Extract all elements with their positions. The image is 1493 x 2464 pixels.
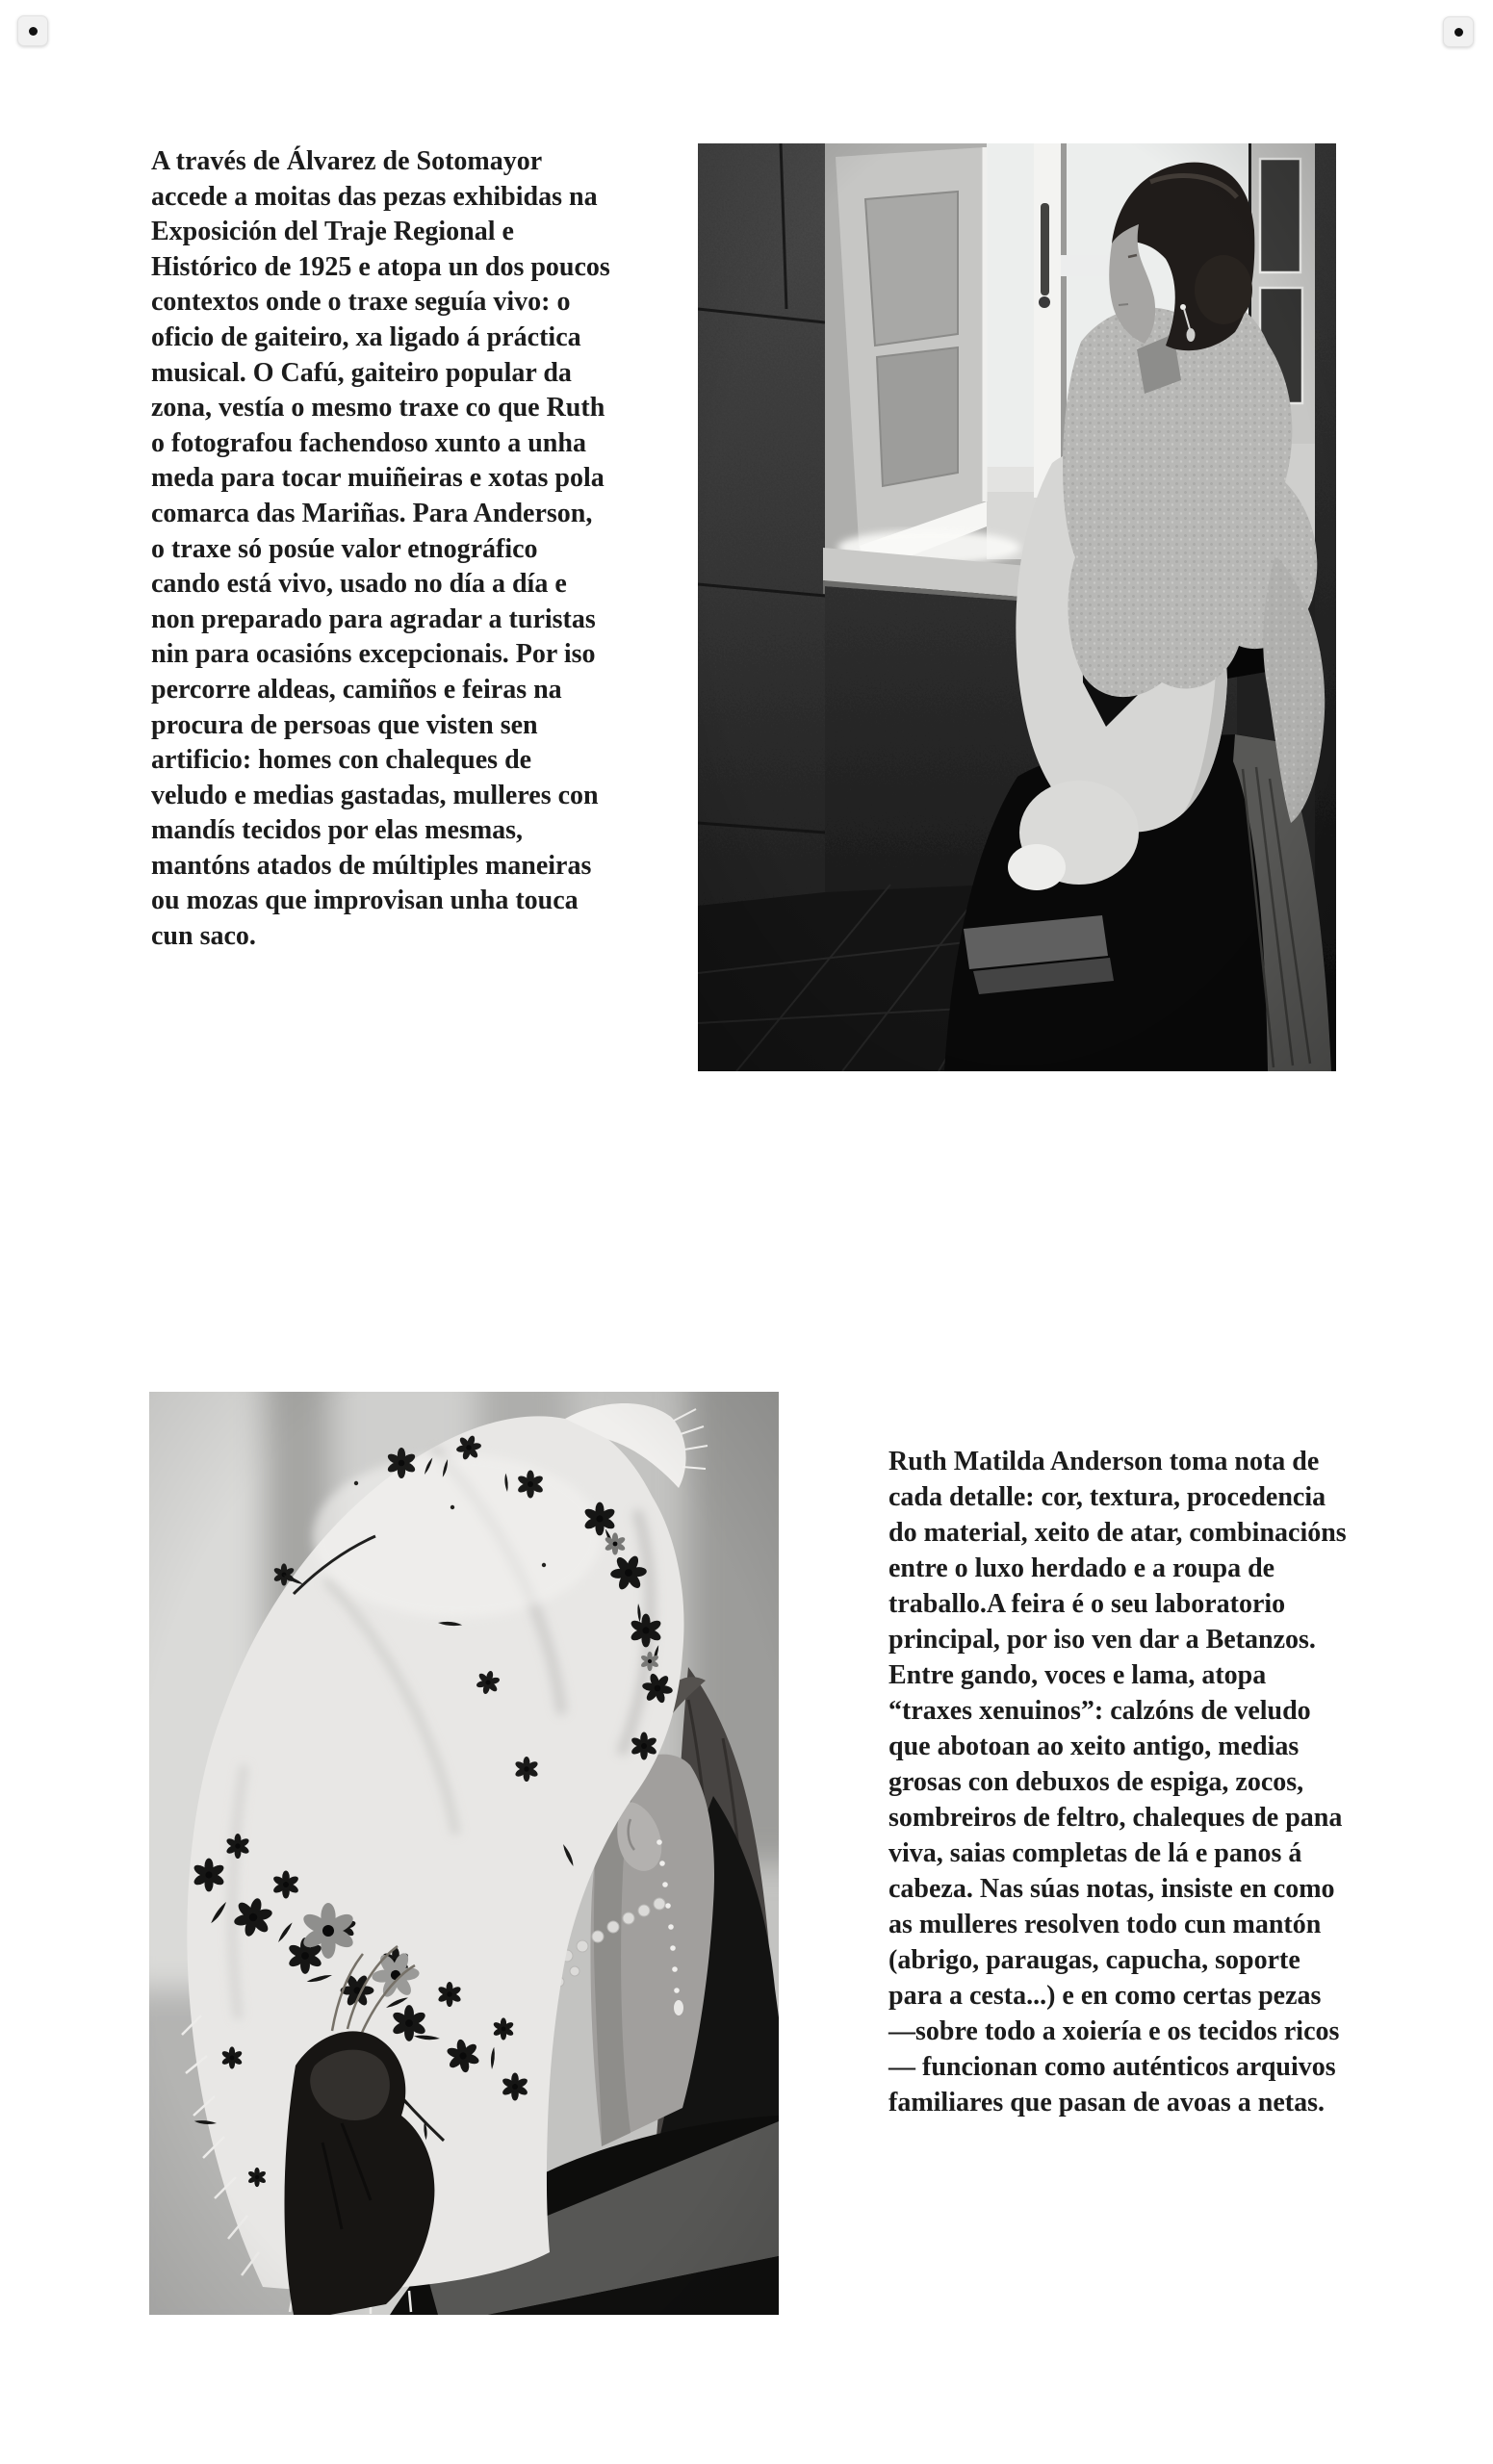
photo-woman-by-window-illustration	[698, 143, 1336, 1071]
photo-woman-by-window	[698, 143, 1336, 1071]
dot-icon	[1454, 28, 1463, 37]
page-control-left-button[interactable]	[17, 15, 48, 46]
photo-embroidered-headscarf	[149, 1392, 779, 2315]
page-control-right-button[interactable]	[1443, 16, 1474, 47]
paragraph-anderson-notes: Ruth Matilda Anderson toma nota de cada detalle: cor, textura, procedencia do material, xeito de atar, combinacións entre o luxo herdado e a roupa de traballo.A feira é o seu laboratorio principal, por iso ven dar a Betanzos. Entre gando, voces e lama, atopa “traxes xenuinos”: calzóns de veludo que abotoan ao xeito antigo, medias grosas con debuxos de espiga, zocos, sombreiros de feltro, chaleques de pana viva, saias completas de lá e panos á cabeza. Nas súas notas, insiste en como as mulleres resolven todo cun mantón (abrigo, paraugas, capucha, soporte para a cesta...) e en como certas pezas —sobre todo a xoiería e os tecidos ricos— funcionan como auténticos arquivos familiares que pasan de avoas a netas.	[888, 1447, 1347, 2118]
photo-headscarf-illustration	[149, 1392, 779, 2315]
paragraph-sotomayor: A través de Álvarez de Sotomayor accede a moitas das pezas exhibidas na Exposición del Traje Regional e Histórico de 1925 e atopa un dos poucos contextos onde o traxe seguía vivo: o oficio de gaiteiro, xa ligado á práctica musical. O Cafú, gaiteiro popular da zona, vestía o mesmo traxe co que Ruth o fotografou fachendoso xunto a unha meda para tocar muiñeiras e xotas pola comarca das Mariñas. Para Anderson, o traxe só posúe valor etnográfico cando está vivo, usado no día a día e non preparado para agradar a turistas nin para ocasións excepcionais. Por iso percorre aldeas, camiños e feiras na procura de persoas que visten sen artificio: homes con chaleques de veludo e medias gastadas, mulleres con mandís tecidos por elas mesmas, mantóns atados de múltiples maneiras ou mozas que improvisan unha touca cun saco.	[151, 146, 610, 952]
dot-icon	[29, 27, 38, 36]
